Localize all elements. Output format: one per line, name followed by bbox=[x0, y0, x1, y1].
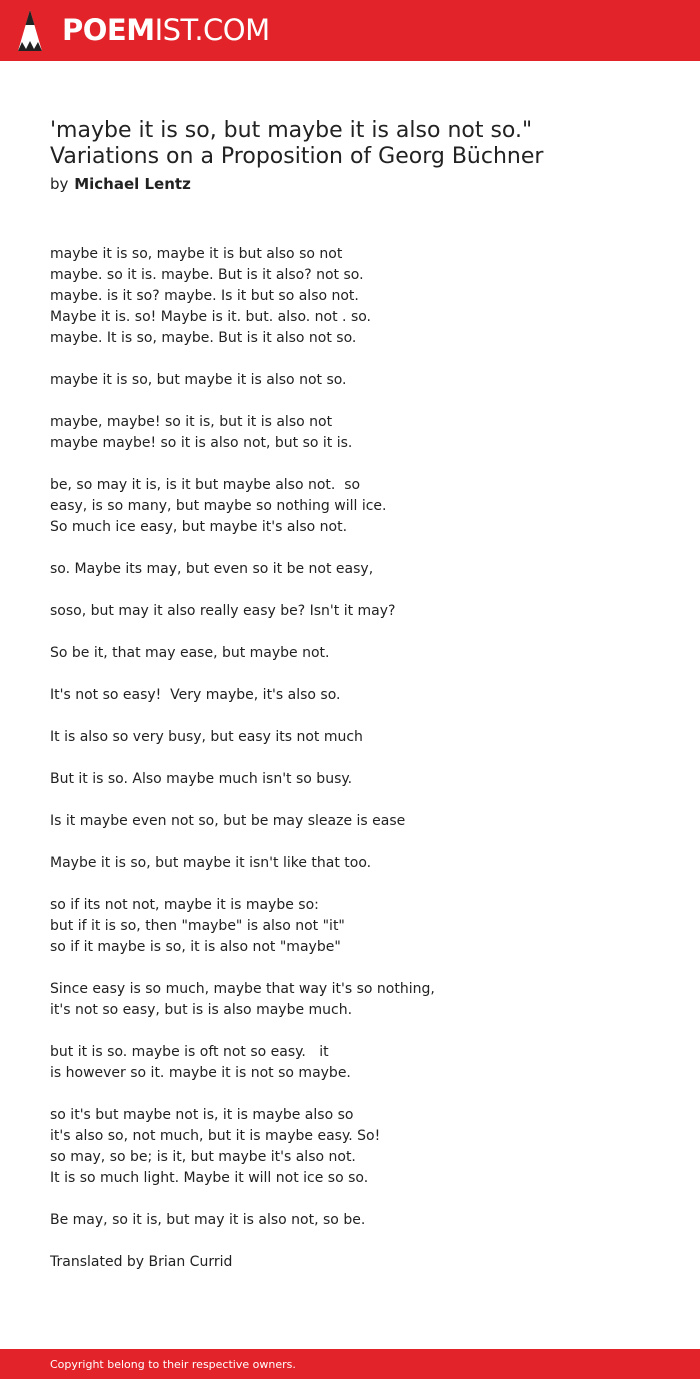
poem-line: Since easy is so much, maybe that way it's so nothing, bbox=[50, 981, 435, 997]
poem-line: so if its not not, maybe it is maybe so: bbox=[50, 897, 319, 913]
author-name: Michael Lentz bbox=[74, 175, 191, 193]
poem-line: Be may, so it is, but may it is also not, so be. bbox=[50, 1212, 366, 1228]
stanza bbox=[50, 769, 650, 790]
stanza bbox=[50, 244, 650, 349]
poem-line: maybe. It is so, maybe. But is it also not so. bbox=[50, 330, 357, 346]
poem-line: be, so may it is, is it but maybe also not. so bbox=[50, 477, 361, 493]
stanza bbox=[50, 1252, 650, 1273]
poem-line: So much ice easy, but maybe it's also not. bbox=[50, 519, 348, 535]
poem-line: maybe. so it is. maybe. But is it also? not so. bbox=[50, 267, 364, 283]
poem-line: easy, is so many, but maybe so nothing will ice. bbox=[50, 498, 387, 514]
poem-line: it's not so easy, but is is also maybe much. bbox=[50, 1002, 353, 1018]
copyright-text: Copyright belong to their respective owners. bbox=[50, 1358, 296, 1371]
poem-line: It is also so very busy, but easy its not much bbox=[50, 729, 363, 745]
poem-line: but if it is so, then "maybe" is also not "it" bbox=[50, 918, 345, 934]
poem-line: maybe maybe! so it is also not, but so it is. bbox=[50, 435, 353, 451]
by-label: by bbox=[50, 175, 69, 193]
stanza bbox=[50, 643, 650, 664]
pencil-tip-icon bbox=[17, 9, 43, 52]
poem-line: maybe. is it so? maybe. Is it but so also not. bbox=[50, 288, 359, 304]
poem-line: is however so it. maybe it is not so maybe. bbox=[50, 1065, 351, 1081]
site-footer bbox=[0, 1349, 700, 1379]
stanza bbox=[50, 1105, 650, 1189]
poem-line: But it is so. Also maybe much isn't so busy. bbox=[50, 771, 353, 787]
stanza bbox=[50, 853, 650, 874]
poem-line: maybe it is so, but maybe it is also not so. bbox=[50, 372, 347, 388]
poem-line: So be it, that may ease, but maybe not. bbox=[50, 645, 330, 661]
poem-line: Translated by Brian Currid bbox=[50, 1254, 233, 1270]
stanza bbox=[50, 1042, 650, 1084]
poem-line: so. Maybe its may, but even so it be not easy, bbox=[50, 561, 374, 577]
poem-line: maybe, maybe! so it is, but it is also not bbox=[50, 414, 333, 430]
poem-body bbox=[50, 244, 650, 1294]
stanza bbox=[50, 475, 650, 538]
stanza bbox=[50, 895, 650, 958]
poem-line: but it is so. maybe is oft not so easy. it bbox=[50, 1044, 329, 1060]
stanza bbox=[50, 727, 650, 748]
poem-title bbox=[50, 118, 650, 170]
poem-line: Maybe it is so, but maybe it isn't like that too. bbox=[50, 855, 372, 871]
stanza bbox=[50, 412, 650, 454]
stanza bbox=[50, 979, 650, 1021]
poem-title-line: Variations on a Proposition of Georg Büchner bbox=[50, 144, 544, 169]
stanza bbox=[50, 811, 650, 832]
poem-line: Maybe it is. so! Maybe is it. but. also. not . so. bbox=[50, 309, 372, 325]
poem-line: Is it maybe even not so, but be may sleaze is ease bbox=[50, 813, 406, 829]
poem-title-line: 'maybe it is so, but maybe it is also not so." bbox=[50, 118, 533, 143]
poem-line: It is so much light. Maybe it will not ice so so. bbox=[50, 1170, 369, 1186]
stanza bbox=[50, 1210, 650, 1231]
poem-line: soso, but may it also really easy be? Isn't it may? bbox=[50, 603, 396, 619]
poem-line: maybe it is so, maybe it is but also so not bbox=[50, 246, 343, 262]
byline bbox=[50, 174, 191, 194]
stanza bbox=[50, 601, 650, 622]
poem-line: so it's but maybe not is, it is maybe also so bbox=[50, 1107, 354, 1123]
poem-line: so if it maybe is so, it is also not "maybe" bbox=[50, 939, 341, 955]
stanza bbox=[50, 559, 650, 580]
site-logo[interactable] bbox=[62, 12, 270, 48]
stanza bbox=[50, 685, 650, 706]
stanza bbox=[50, 370, 650, 391]
site-header bbox=[0, 0, 700, 61]
poem-line: it's also so, not much, but it is maybe easy. So! bbox=[50, 1128, 381, 1144]
poem-line: It's not so easy! Very maybe, it's also so. bbox=[50, 687, 341, 703]
poem-line: so may, so be; is it, but maybe it's also not. bbox=[50, 1149, 356, 1165]
logo-bold-text: POEM bbox=[62, 13, 155, 47]
logo-light-text: IST.COM bbox=[154, 13, 270, 47]
